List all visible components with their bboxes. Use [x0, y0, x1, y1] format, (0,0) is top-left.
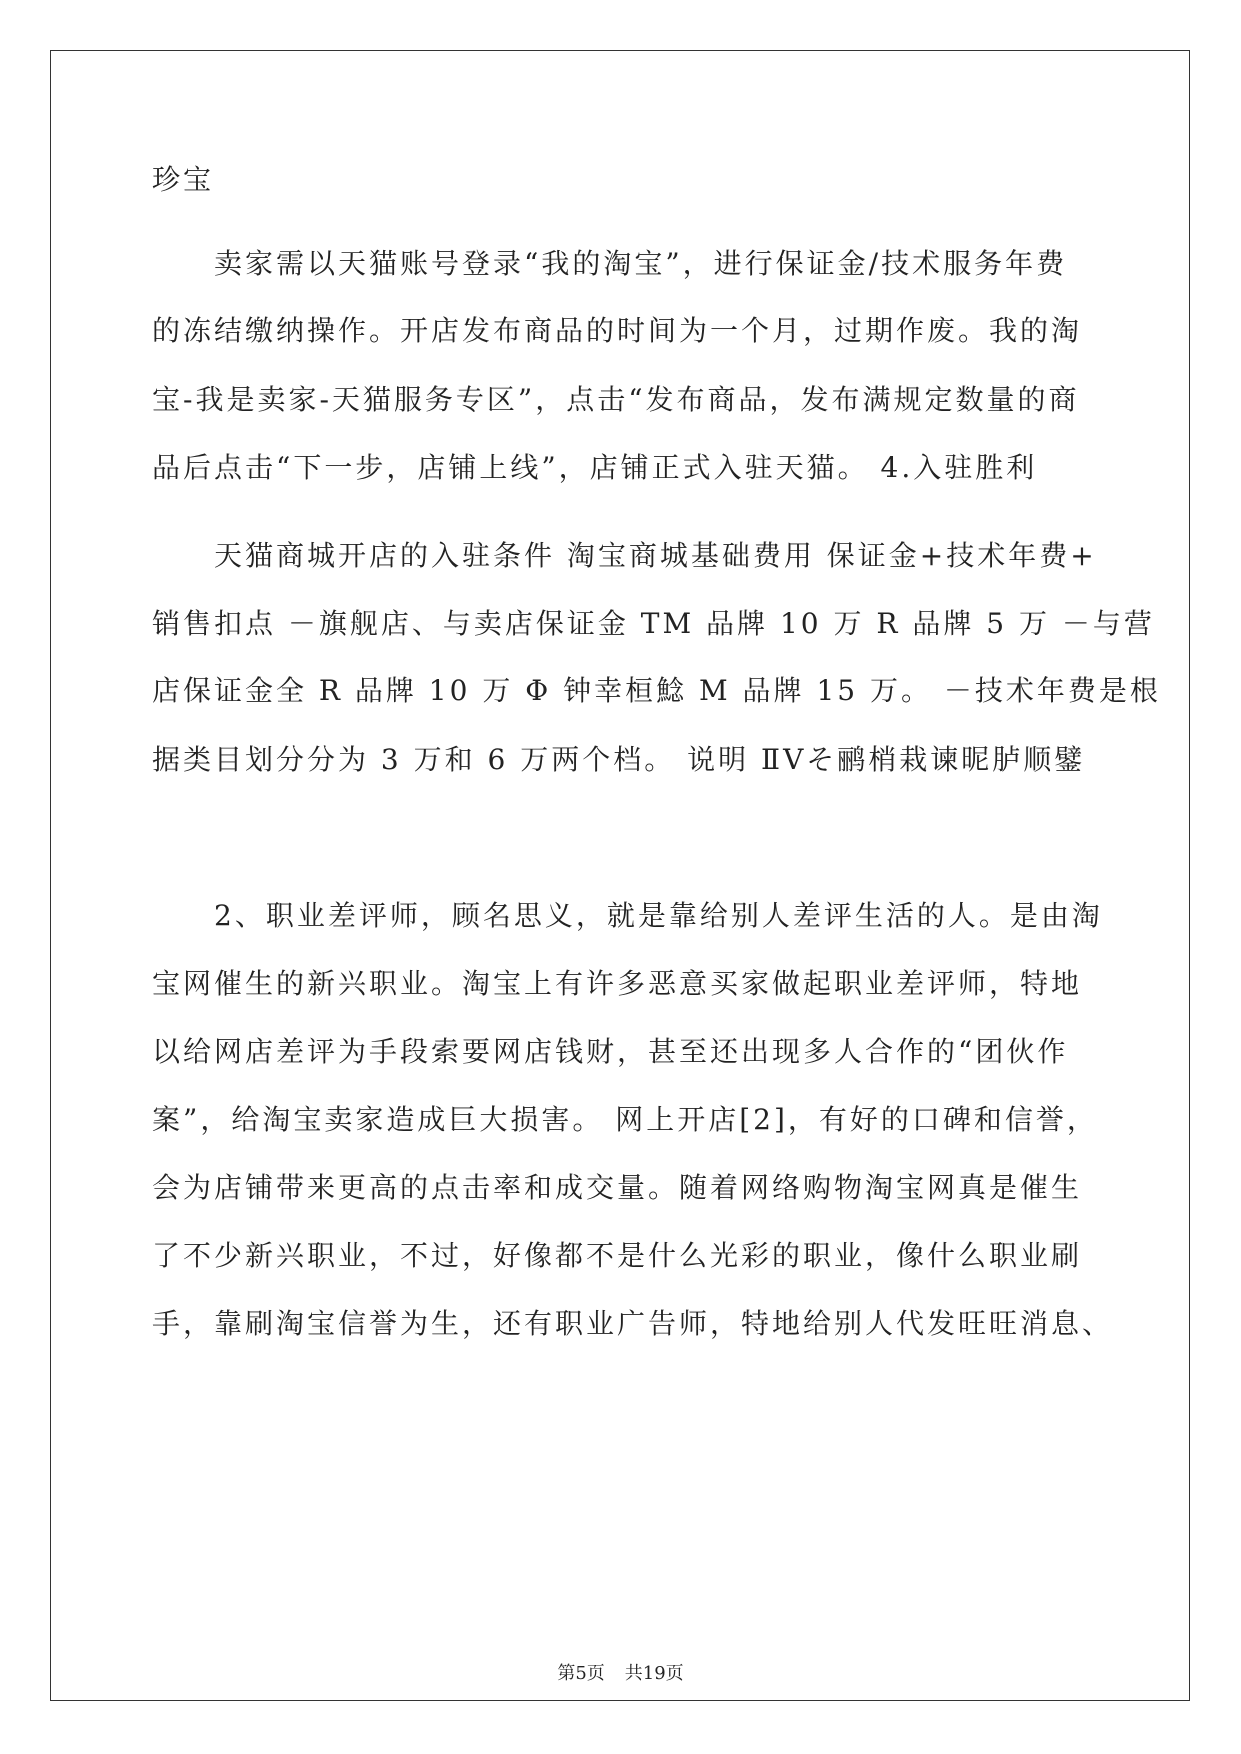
text-line: 珍宝	[152, 163, 215, 196]
text-line: 销售扣点 －旗舰店、与卖店保证金 TM 品牌 10 万 R 品牌 5 万 －与营	[152, 607, 1155, 640]
text-line: 以给网店差评为手段索要网店钱财，甚至还出现多人合作的“团伙作	[152, 1035, 1069, 1068]
text-line: 案”，给淘宝卖家造成巨大损害。 网上开店[2]，有好的口碑和信誉，	[152, 1103, 1098, 1136]
text-line: 品后点击“下一步，店铺上线”，店铺正式入驻天猫。 4.入驻胜利	[152, 451, 1038, 484]
text-line: 手，靠刷淘宝信誉为生，还有职业广告师，特地给别人代发旺旺消息、	[152, 1307, 1114, 1340]
text-line: 2、职业差评师，顾名思义，就是靠给别人差评生活的人。是由淘	[152, 899, 1103, 932]
text-line: 天猫商城开店的入驻条件 淘宝商城基础费用 保证金+技术年费+	[152, 539, 1097, 572]
text-line: 据类目划分分为 3 万和 6 万两个档。 说明 ⅡⅤそ鹂梢栽谏昵胪顺鐾	[152, 743, 1086, 776]
current-page-number: 5	[575, 1663, 587, 1684]
text-line: 卖家需以天猫账号登录“我的淘宝”，进行保证金/技术服务年费	[152, 247, 1068, 280]
footer-page-suffix: 页	[586, 1663, 605, 1684]
footer-total-prefix: 共	[624, 1663, 643, 1684]
footer-total-suffix: 页	[665, 1663, 684, 1684]
total-pages-number: 19	[642, 1663, 666, 1684]
text-line: 店保证金全 R 品牌 10 万 Φ 钟幸桓鯰 M 品牌 15 万。 －技术年费是根	[152, 674, 1161, 707]
text-line: 会为店铺带来更高的点击率和成交量。随着网络购物淘宝网真是催生	[152, 1171, 1083, 1204]
footer-prefix: 第	[557, 1663, 576, 1684]
text-line: 了不少新兴职业，不过，好像都不是什么光彩的职业，像什么职业刷	[152, 1239, 1083, 1272]
text-line: 宝网催生的新兴职业。淘宝上有许多恶意买家做起职业差评师，特地	[152, 967, 1083, 1000]
text-line: 宝-我是卖家-天猫服务专区”，点击“发布商品，发布满规定数量的商	[152, 383, 1080, 416]
page-border	[50, 50, 1190, 1701]
text-line: 的冻结缴纳操作。开店发布商品的时间为一个月，过期作废。我的淘	[152, 314, 1083, 347]
page-footer	[0, 1662, 1241, 1686]
